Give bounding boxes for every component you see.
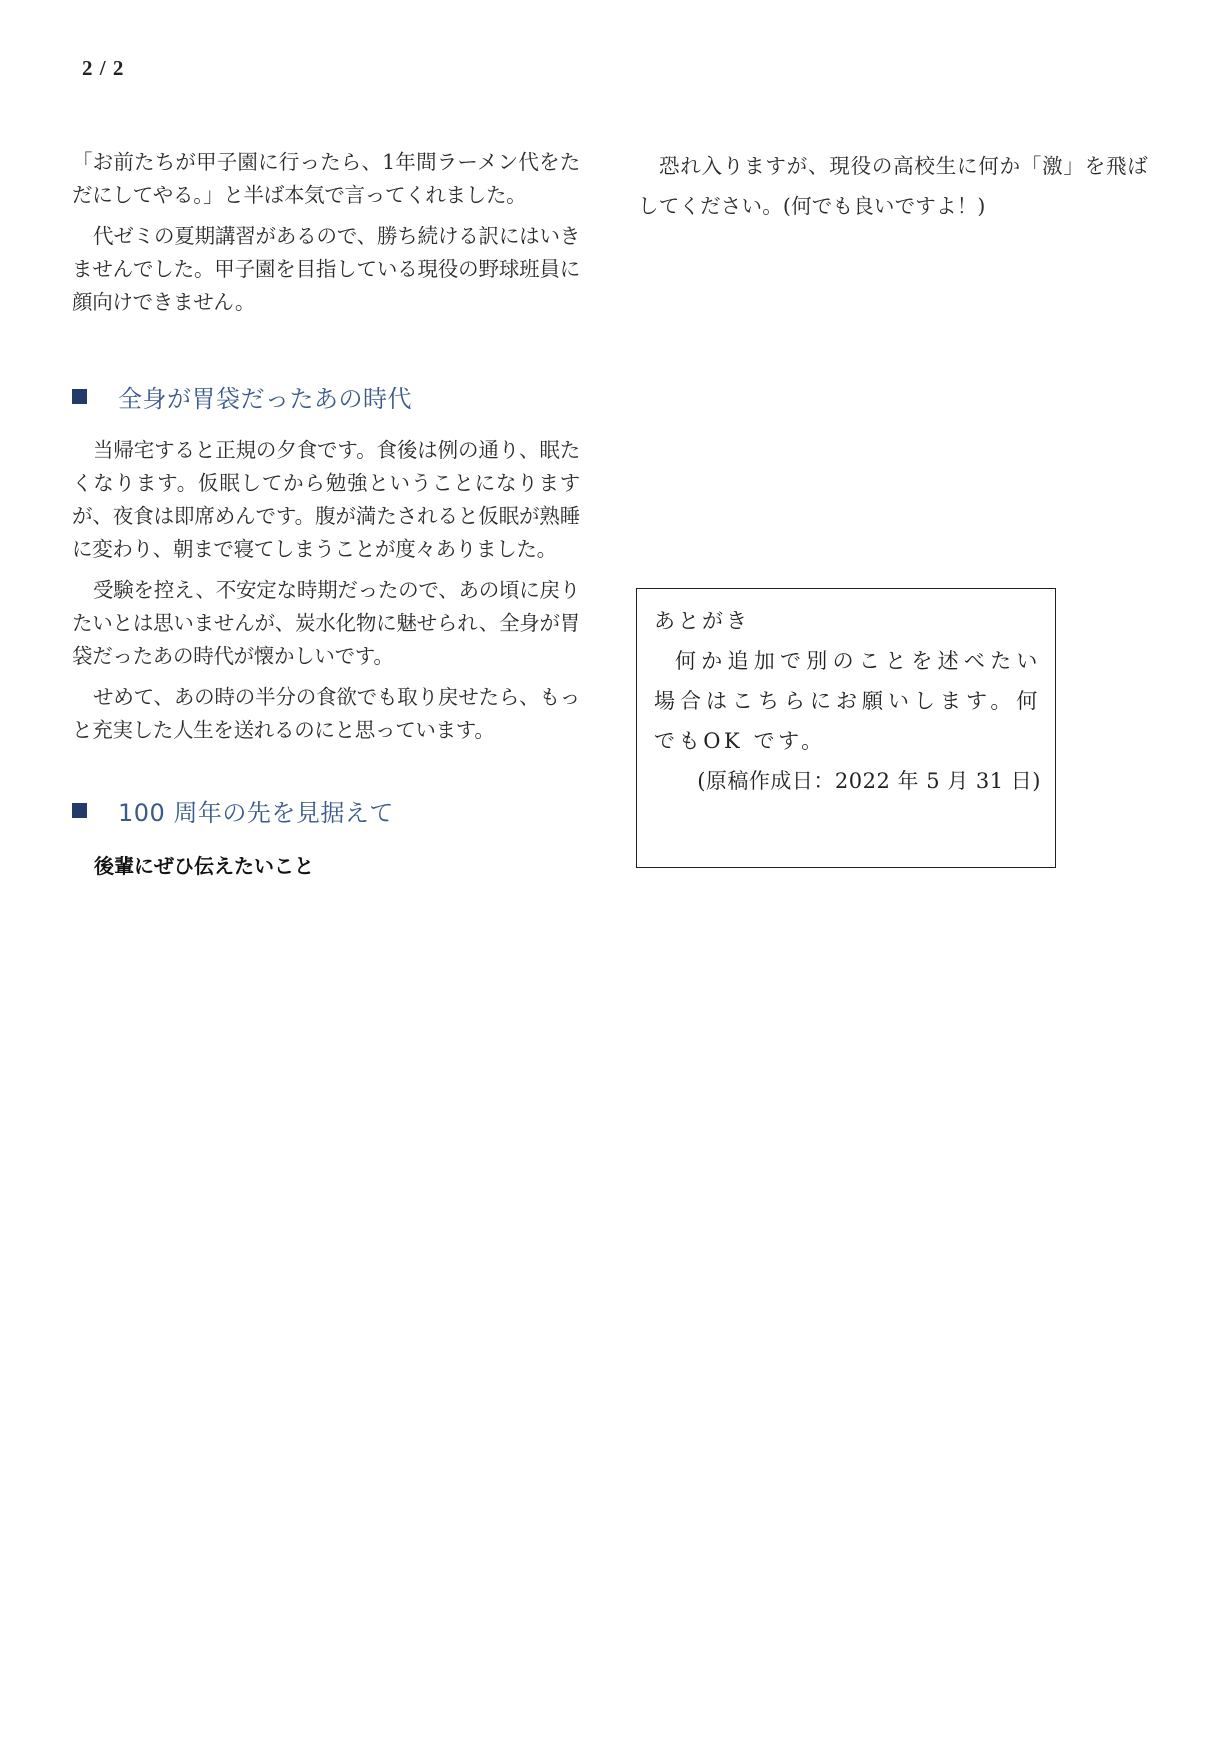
afterword-title: あとがき: [654, 609, 750, 633]
right-column: [638, 146, 1148, 226]
body-paragraph: 恐れ入りますが、現役の高校生に何か「激」を飛ばしてください。(何でも良いですよ！): [638, 154, 1148, 218]
section-heading-text: 全身が胃袋だったあの時代: [118, 385, 412, 413]
body-paragraph: 受験を控え、不安定な時期だったので、あの頃に戻りたいとは思いませんが、炭水化物に魅せられ、全身が胃袋だったあの時代が懐かしいです。: [72, 578, 580, 668]
afterword-body: 何か追加で別のことを述べたい場合はこちらにお願いします。何でもOK です。: [654, 649, 1041, 753]
body-paragraph: せめて、あの時の半分の食欲でも取り戻せたら、もっと充実した人生を送れるのにと思っています。: [72, 685, 580, 742]
body-paragraph: 当帰宅すると正規の夕食です。食後は例の通り、眠たくなります。仮眠してから勉強ということになりますが、夜食は即席めんです。腹が満たされると仮眠が熟睡に変わり、朝まで寝てしまうことが度々ありました。: [72, 438, 580, 561]
section-heading-text: 100 周年の先を見据えて: [118, 799, 394, 827]
afterword-date: (原稿作成日：2022 年 5 月 31 日): [697, 769, 1041, 793]
page-number: 2 / 2: [82, 56, 125, 80]
subheading: 後輩にぜひ伝えたいこと: [94, 854, 314, 878]
body-paragraph: 「お前たちが甲子園に行ったら、1年間ラーメン代をただにしてやる。」と半ば本気で言ってくれました。: [72, 150, 580, 207]
left-column: [72, 146, 580, 879]
section-heading-centennial: [72, 793, 580, 828]
square-bullet-icon: [72, 389, 87, 404]
afterword-box: [636, 588, 1056, 868]
section-heading-era: [72, 379, 580, 414]
square-bullet-icon: [72, 803, 87, 818]
body-paragraph: 代ゼミの夏期講習があるので、勝ち続ける訳にはいきませんでした。甲子園を目指している現役の野球班員に顔向けできません。: [72, 224, 580, 314]
